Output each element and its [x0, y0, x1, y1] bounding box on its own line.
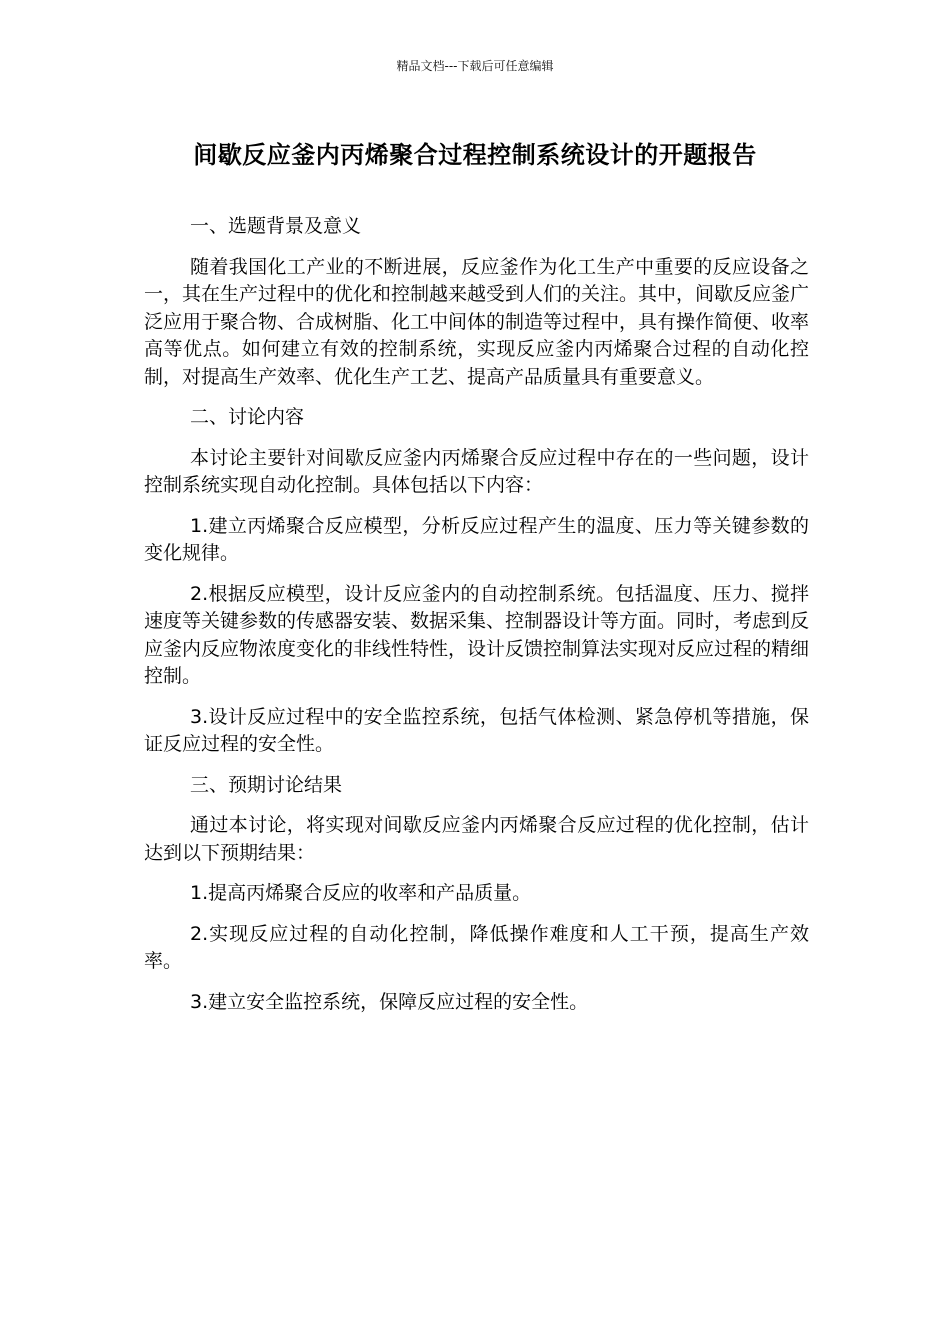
paragraph-background: 随着我国化工产业的不断进展，反应釜作为化工生产中重要的反应设备之一，其在生产过程中的优化和控制越来越受到人们的关注。其中，间歇反应釜广泛应用于聚合物、合成树脂、化工中间体的制造等过程中，具有操作简便、收率高等优点。如何建立有效的控制系统，实现反应釜内丙烯聚合过程的自动化控制，对提高生产效率、优化生产工艺、提高产品质量具有重要意义。: [144, 255, 810, 388]
list-item-content-3: 3.设计反应过程中的安全监控系统，包括气体检测、紧急停机等措施，保证反应过程的安全性。: [144, 705, 809, 755]
list-item-results-1: 1.提高丙烯聚合反应的收率和产品质量。: [190, 882, 532, 904]
list-item-results-2: 2.实现反应过程的自动化控制，降低操作难度和人工干预，提高生产效率。: [144, 922, 809, 972]
header-note: 精品文档---下载后可任意编辑: [396, 59, 554, 73]
section-heading-content: 二、讨论内容: [190, 406, 305, 428]
paragraph-content-intro: 本讨论主要针对间歇反应釜内丙烯聚合反应过程中存在的一些问题，设计控制系统实现自动化控制。具体包括以下内容：: [144, 446, 809, 496]
paragraph-results-intro: 通过本讨论，将实现对间歇反应釜内丙烯聚合反应过程的优化控制，估计达到以下预期结果：: [144, 814, 809, 864]
list-item-results-3: 3.建立安全监控系统，保障反应过程的安全性。: [190, 990, 589, 1013]
section-heading-results: 三、预期讨论结果: [190, 773, 343, 796]
list-item-content-2: 2.根据反应模型，设计反应釜内的自动控制系统。包括温度、压力、搅拌速度等关键参数的传感器安装、数据采集、控制器设计等方面。同时，考虑到反应釜内反应物浓度变化的非线性特性，设计反馈控制算法实现对反应过程的精细控制。: [144, 582, 810, 687]
section-heading-background: 一、选题背景及意义: [190, 215, 362, 237]
list-item-content-1: 1.建立丙烯聚合反应模型，分析反应过程产生的温度、压力等关键参数的变化规律。: [144, 514, 809, 564]
document-title: 间歇反应釜内丙烯聚合过程控制系统设计的开题报告: [193, 141, 757, 169]
document-body: [144, 213, 809, 1029]
